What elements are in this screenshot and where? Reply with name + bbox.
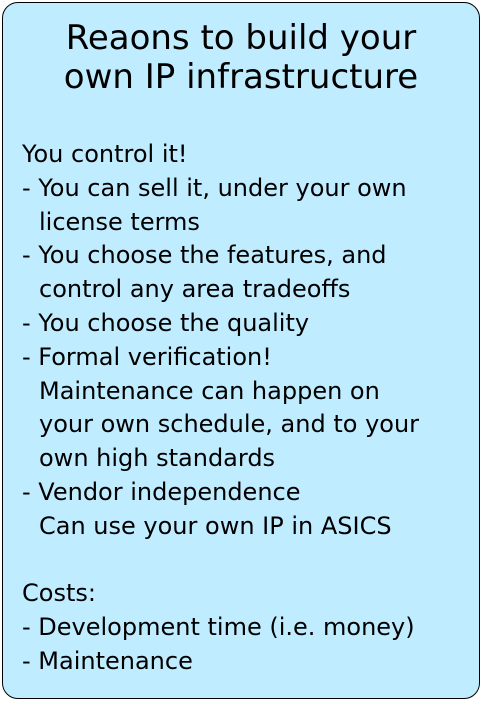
list-item-vendor-independence: - Vendor independence (22, 477, 301, 506)
note-body (22, 138, 473, 679)
list-item-maintenance-note-1: Maintenance can happen on (39, 376, 380, 405)
list-item-features-continued: control any area tradeoffs (39, 275, 351, 304)
cost-item-maintenance: - Maintenance (22, 646, 193, 675)
list-item-maintenance-note-2: your own schedule, and to your (39, 410, 420, 439)
list-item-features: - You choose the features, and (22, 241, 387, 270)
list-item-asics-note: Can use your own IP in ASICS (39, 511, 392, 540)
title-line-1: Reaons to build your (65, 18, 417, 58)
list-item-sell: - You can sell it, under your own (22, 173, 407, 202)
cost-item-development: - Development time (i.e. money) (22, 613, 415, 642)
list-item-formal-verification: - Formal verification! (22, 342, 272, 371)
title-line-2: own IP infrastructure (63, 57, 419, 97)
list-item-sell-continued: license terms (39, 207, 200, 236)
blank-line (22, 544, 473, 578)
list-item-quality: - You choose the quality (22, 308, 310, 337)
note-title (3, 19, 479, 97)
intro-line: You control it! (22, 140, 188, 168)
costs-heading: Costs: (22, 579, 96, 608)
ip-infrastructure-note (2, 2, 480, 699)
list-item-maintenance-note-3: own high standards (39, 444, 276, 473)
